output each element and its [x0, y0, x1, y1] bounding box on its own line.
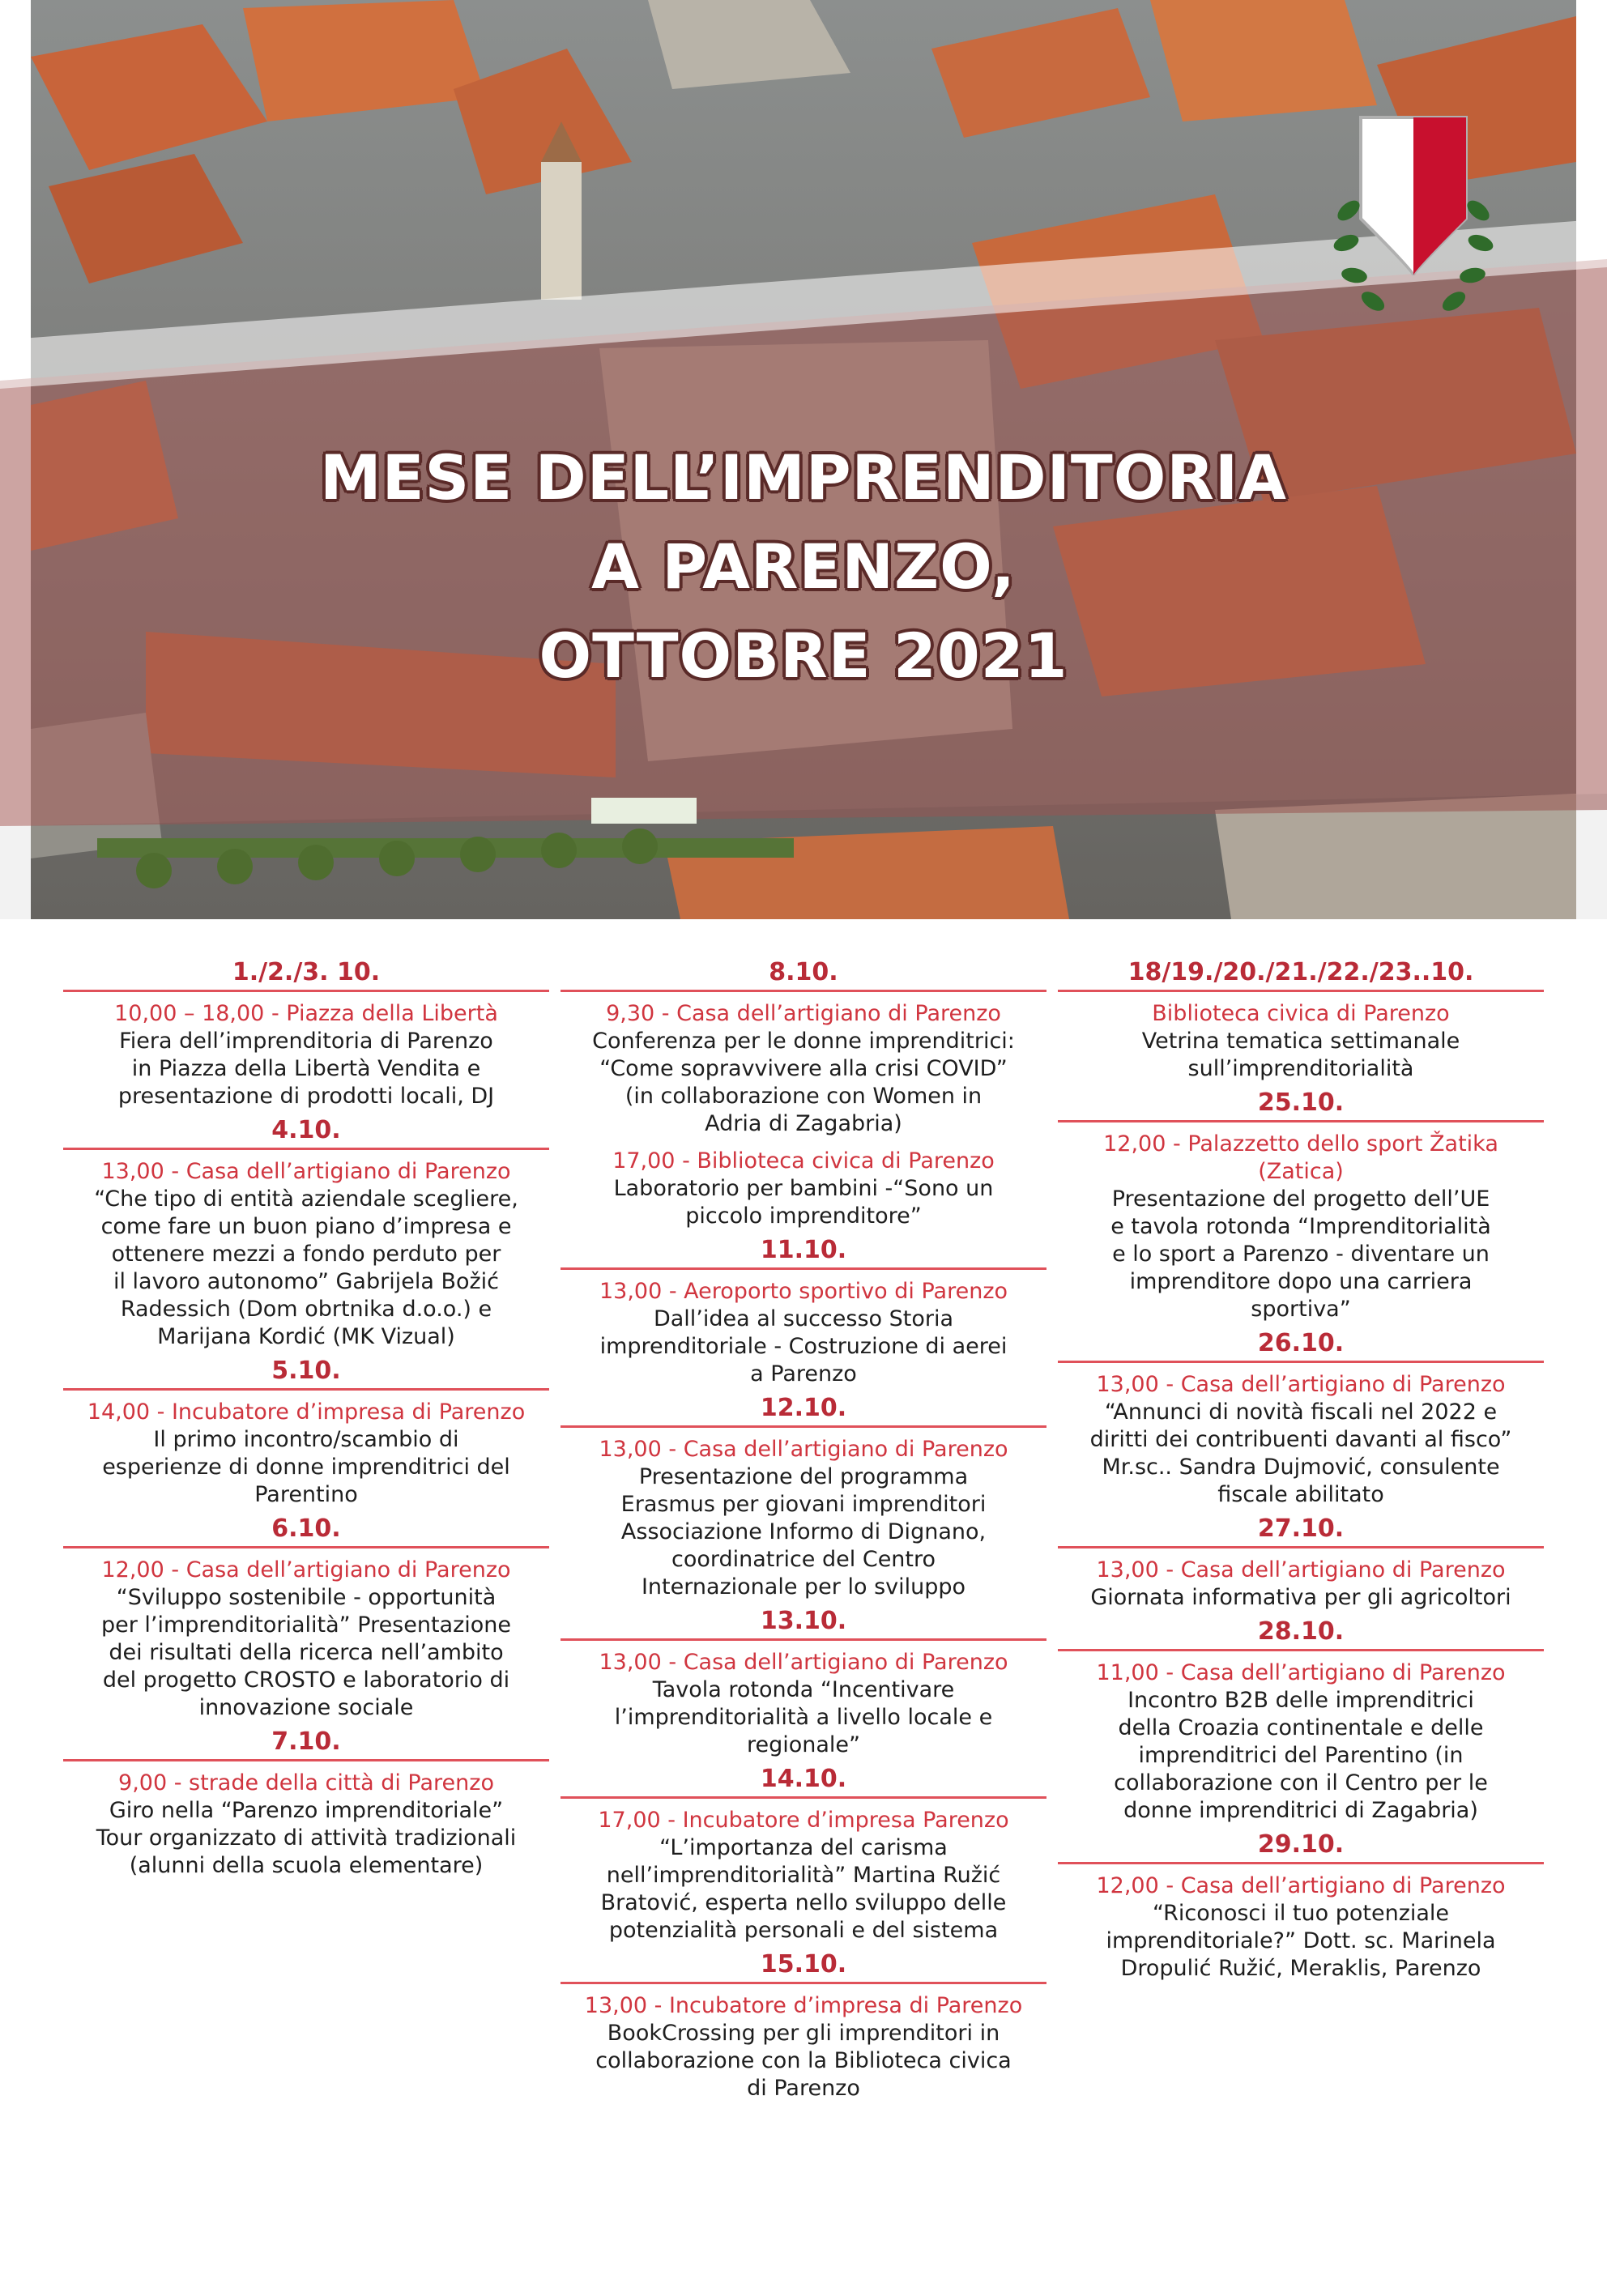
event-time-location: 13,00 - Casa dell’artigiano di Parenzo — [101, 1159, 511, 1184]
event-time-location: 17,00 - Biblioteca civica di Parenzo — [612, 1148, 995, 1174]
event-time-location: 13,00 - Casa dell’artigiano di Parenzo — [1096, 1557, 1506, 1582]
event-description: Tour organizzato di attività tradizionali — [96, 1825, 517, 1851]
event-description: imprenditore dopo una carriera — [1129, 1269, 1473, 1294]
event-time-location: 13,00 - Casa dell’artigiano di Parenzo — [1096, 1372, 1506, 1397]
event-time-location: (Zatica) — [1258, 1159, 1344, 1184]
event-description: (alunni della scuola elementare) — [129, 1853, 484, 1878]
event-description: innovazione sociale — [198, 1695, 414, 1720]
event-description: donne imprenditrici di Zagabria) — [1123, 1798, 1478, 1823]
event-description: Erasmus per giovani imprenditori — [620, 1492, 987, 1517]
event-date: 1./2./3. 10. — [63, 954, 549, 992]
event-description: del progetto CROSTO e laboratorio di — [102, 1668, 510, 1693]
event-date: 8.10. — [561, 954, 1046, 992]
event-entry — [63, 1391, 549, 1510]
title-line-2: A PARENZO, — [591, 530, 1016, 603]
event-entry — [561, 1799, 1046, 1946]
event-date: 25.10. — [1058, 1084, 1544, 1122]
event-entry — [1058, 1122, 1544, 1325]
event-description: e tavola rotonda “Imprenditorialità — [1110, 1214, 1491, 1239]
event-description: Adria di Zagabria) — [705, 1111, 902, 1136]
event-description: imprenditoriale?” Dott. sc. Marinela — [1106, 1928, 1496, 1953]
event-time-location: 17,00 - Incubatore d’impresa Parenzo — [598, 1808, 1009, 1833]
event-description: “Annunci di novità fiscali nel 2022 e — [1104, 1399, 1498, 1425]
event-description: e lo sport a Parenzo - diventare un — [1112, 1242, 1490, 1267]
event-description: a Parenzo — [750, 1361, 857, 1387]
event-description: Marijana Kordić (MK Vizual) — [157, 1324, 455, 1349]
event-description: regionale” — [746, 1732, 861, 1757]
event-description: collaborazione con il Centro per le — [1114, 1770, 1488, 1795]
event-entry — [63, 1761, 549, 1881]
event-description: Internazionale per lo sviluppo — [641, 1574, 966, 1600]
event-description: Laboratorio per bambini -“Sono un — [613, 1176, 994, 1201]
event-date: 4.10. — [63, 1112, 549, 1150]
event-description: l’imprenditorialità a livello locale e — [614, 1705, 993, 1730]
event-description: Mr.sc.. Sandra Dujmović, consulente — [1102, 1455, 1500, 1480]
event-description: Vetrina tematica settimanale — [1141, 1029, 1460, 1054]
event-description: ottenere mezzi a fondo perduto per — [111, 1242, 501, 1267]
event-entry — [561, 992, 1046, 1139]
event-entry — [561, 1428, 1046, 1603]
event-description: sportiva” — [1251, 1297, 1351, 1322]
event-date: 18/19./20./21./22./23..10. — [1058, 954, 1544, 992]
event-description: (in collaborazione con Women in — [624, 1084, 983, 1109]
event-entry — [1058, 1651, 1544, 1826]
hero-aerial-photo — [0, 0, 1607, 919]
event-description: Associazione Informo di Dignano, — [620, 1519, 987, 1544]
event-description: “Sviluppo sostenibile - opportunità — [116, 1585, 497, 1610]
event-time-location: Biblioteca civica di Parenzo — [1152, 1001, 1450, 1026]
event-entry — [1058, 992, 1544, 1084]
event-entry — [561, 1139, 1046, 1232]
event-description: Parentino — [254, 1482, 358, 1507]
event-description: dei risultati della ricerca nell’ambito — [109, 1640, 504, 1665]
poster-title — [0, 433, 1607, 701]
event-description: in Piazza della Libertà Vendita e — [131, 1056, 481, 1081]
schedule-column-3 — [1058, 954, 1544, 1984]
event-date: 11.10. — [561, 1232, 1046, 1270]
schedule-column-2 — [561, 954, 1046, 2104]
event-date: 28.10. — [1058, 1613, 1544, 1651]
event-description: collaborazione con la Biblioteca civica — [595, 2048, 1012, 2073]
event-date: 7.10. — [63, 1723, 549, 1761]
event-description: diritti dei contribuenti davanti al fisco” — [1089, 1427, 1512, 1452]
event-date: 6.10. — [63, 1510, 549, 1548]
event-description: piccolo imprenditore” — [685, 1203, 922, 1229]
event-description: come fare un buon piano d’impresa e — [100, 1214, 512, 1239]
event-entry — [63, 1548, 549, 1723]
event-description: Bratović, esperta nello sviluppo delle — [600, 1890, 1007, 1915]
event-entry — [63, 1150, 549, 1352]
event-description: nell’imprenditorialità” Martina Ružić — [606, 1863, 1001, 1888]
event-description: Radessich (Dom obrtnika d.o.o.) e — [120, 1297, 492, 1322]
event-description: BookCrossing per gli imprenditori in — [607, 2021, 1000, 2046]
event-description: Dall’idea al successo Storia — [653, 1306, 954, 1331]
title-line-1: MESE DELL’IMPRENDITORIA — [320, 441, 1287, 513]
event-entry — [561, 1984, 1046, 2104]
event-time-location: 12,00 - Palazzetto dello sport Žatika — [1103, 1131, 1498, 1157]
event-entry — [63, 992, 549, 1112]
event-description: Il primo incontro/scambio di — [153, 1427, 459, 1452]
event-description: Tavola rotonda “Incentivare — [652, 1677, 955, 1702]
event-description: Giornata informativa per gli agricoltori — [1090, 1585, 1511, 1610]
event-description: presentazione di prodotti locali, DJ — [117, 1084, 495, 1109]
event-description: imprenditoriale - Costruzione di aerei — [599, 1334, 1008, 1359]
event-entry — [1058, 1864, 1544, 1984]
event-description: “Come sopravvivere alla crisi COVID” — [599, 1056, 1008, 1081]
event-description: per l’imprenditorialità” Presentazione — [100, 1612, 512, 1638]
event-description: Fiera dell’imprenditoria di Parenzo — [119, 1029, 493, 1054]
event-time-location: 11,00 - Casa dell’artigiano di Parenzo — [1096, 1660, 1506, 1685]
event-time-location: 13,00 - Aeroporto sportivo di Parenzo — [599, 1279, 1008, 1304]
event-entry — [561, 1270, 1046, 1390]
event-date: 27.10. — [1058, 1510, 1544, 1548]
title-line-3: OTTOBRE 2021 — [539, 620, 1068, 692]
event-time-location: 13,00 - Casa dell’artigiano di Parenzo — [599, 1437, 1008, 1462]
event-description: sull’imprenditorialità — [1187, 1056, 1414, 1081]
event-description: imprenditrici del Parentino (in — [1138, 1743, 1464, 1768]
event-date: 15.10. — [561, 1946, 1046, 1984]
event-date: 29.10. — [1058, 1826, 1544, 1864]
event-description: di Parenzo — [747, 2076, 860, 2101]
event-time-location: 10,00 – 18,00 - Piazza della Libertà — [114, 1001, 498, 1026]
event-description: della Croazia continentale e delle — [1118, 1715, 1484, 1740]
event-date: 12.10. — [561, 1390, 1046, 1428]
event-description: coordinatrice del Centro — [671, 1547, 936, 1572]
event-date: 5.10. — [63, 1352, 549, 1391]
event-time-location: 13,00 - Incubatore d’impresa di Parenzo — [584, 1993, 1023, 2018]
event-entry — [1058, 1363, 1544, 1510]
event-description: Presentazione del programma — [638, 1464, 969, 1489]
event-description: Dropulić Ružić, Meraklis, Parenzo — [1120, 1956, 1481, 1981]
event-date: 26.10. — [1058, 1325, 1544, 1363]
event-description: Incontro B2B delle imprenditrici — [1127, 1688, 1474, 1713]
event-date: 14.10. — [561, 1761, 1046, 1799]
event-entry — [1058, 1548, 1544, 1613]
event-time-location: 9,30 - Casa dell’artigiano di Parenzo — [606, 1001, 1001, 1026]
event-time-location: 12,00 - Casa dell’artigiano di Parenzo — [1096, 1873, 1506, 1898]
event-description: potenzialità personali e del sistema — [608, 1918, 999, 1943]
event-date: 13.10. — [561, 1603, 1046, 1641]
event-description: “L’importanza del carisma — [659, 1835, 948, 1860]
event-description: fiscale abilitato — [1217, 1482, 1384, 1507]
event-description: Conferenza per le donne imprenditrici: — [592, 1029, 1015, 1054]
schedule-column-1 — [63, 954, 549, 1881]
event-time-location: 12,00 - Casa dell’artigiano di Parenzo — [101, 1557, 511, 1582]
event-description: il lavoro autonomo” Gabrijela Božić — [113, 1269, 500, 1294]
event-description: Giro nella “Parenzo imprenditoriale” — [109, 1798, 504, 1823]
event-description: “Riconosci il tuo potenziale — [1152, 1901, 1450, 1926]
event-entry — [561, 1641, 1046, 1761]
event-time-location: 13,00 - Casa dell’artigiano di Parenzo — [599, 1650, 1008, 1675]
event-description: “Che tipo di entità aziendale scegliere, — [94, 1186, 518, 1212]
event-time-location: 14,00 - Incubatore d’impresa di Parenzo — [87, 1399, 526, 1425]
event-time-location: 9,00 - strade della città di Parenzo — [118, 1770, 494, 1795]
event-description: esperienze di donne imprenditrici del — [102, 1455, 510, 1480]
event-description: Presentazione del progetto dell’UE — [1111, 1186, 1490, 1212]
